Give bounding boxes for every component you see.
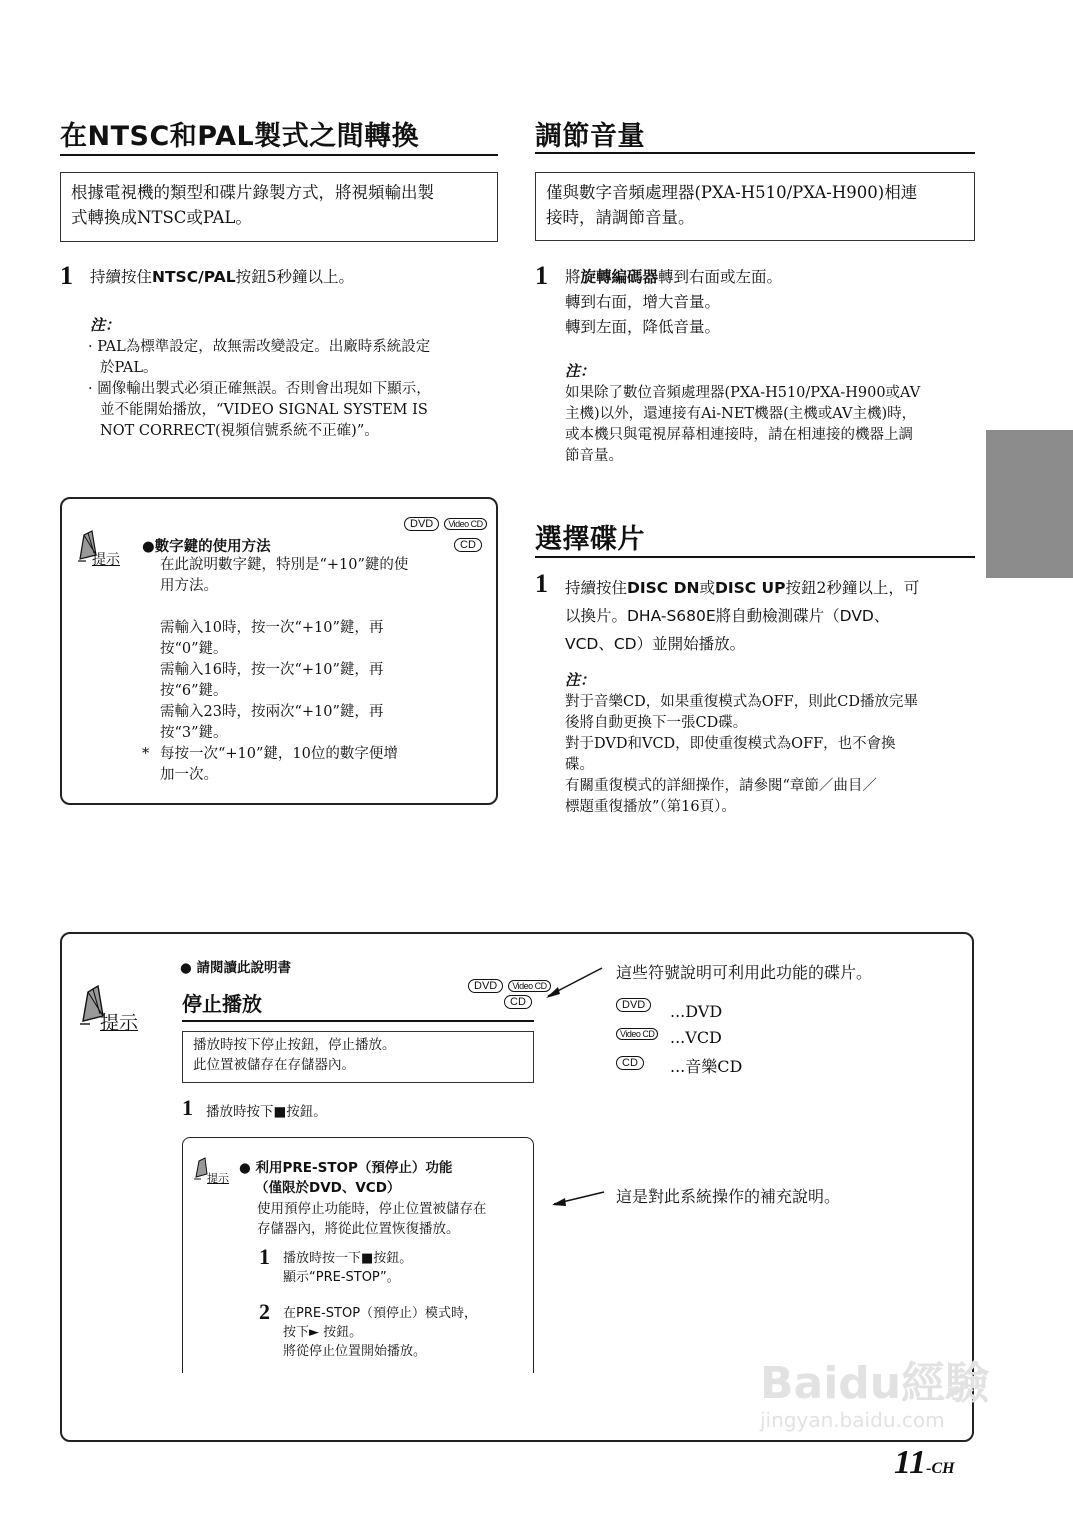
videocd-badge: Video CD (444, 518, 486, 530)
title-rule (60, 154, 498, 156)
section-title-volume: 調節音量 (535, 121, 645, 152)
tip-label: 提示 (207, 1172, 229, 1185)
section-title-ntsc-pal: 在NTSC和PAL製式之間轉換 (60, 121, 420, 152)
intro-box-volume: 僅與數字音頻處理器(PXA-H510/PXA-H900)相連 接時，請調節音量。 (535, 172, 975, 241)
note-list-ntsc: · PAL為標準設定，故無需改變設定。出廠時系統設定 於PAL。 · 圖像輸出製式必須正確無誤。否則會出現如下顯示， 並不能開始播放，“VIDEO SIGNAL SYSTEM IS NOT CORRECT(視頻信號系統不正確)”。 (88, 339, 431, 439)
intro-box-ntsc: 根據電視機的類型和碟片錄製方式，將視頻輸出製 式轉換成NTSC或PAL。 (60, 172, 498, 242)
step-number: 1 (182, 1095, 193, 1120)
cd-badge: CD (504, 995, 532, 1009)
tip-star-note: 每按一次“+10”鍵，10位的數字便增 加一次。 (160, 746, 398, 783)
chapter-tab (986, 430, 1073, 578)
title-rule (535, 556, 975, 558)
sample-tip-box (182, 1137, 534, 1373)
inner-tip-heading: ● 利用PRE-STOP（預停止）功能 （僅限於DVD、VCD） (239, 1160, 453, 1196)
step-text-ntsc: 持續按住NTSC/PAL按鈕5秒鐘以上。 (90, 268, 354, 286)
note-heading: 注： (565, 362, 596, 380)
baidu-watermark: Baidu經驗 jingyan.baidu.com (760, 1358, 990, 1432)
videocd-badge: Video CD (616, 1028, 658, 1040)
step-text-volume: 將旋轉編碼器轉到右面或左面。 轉到右面，增大音量。 轉到左面，降低音量。 (565, 268, 783, 336)
pointer-arrow-icon (548, 1186, 608, 1210)
tip-label: 提示 (92, 552, 120, 568)
dvd-badge: DVD (404, 517, 439, 531)
sample-title: 停止播放 (182, 992, 262, 1016)
note-heading: 注： (565, 671, 596, 689)
note-list-volume: 如果除了數位音頻處理器(PXA-H510/PXA-H900或AV 主機)以外，還連接有Ai-NET機器(主機或AV主機)時， 或本機只與電視屏幕相連接時，請在相連接的機器上調 節音量。 (565, 385, 921, 464)
title-rule (535, 152, 975, 154)
key-ntsc-pal: NTSC/PAL (152, 268, 236, 286)
guide-bullet: ● 請閱讀此說明書 (180, 960, 291, 976)
step-number: 2 (259, 1299, 270, 1324)
inner-step2-text: 在PRE-STOP（預停止）模式時， 按下► 按鈕。 將從停止位置開始播放。 (283, 1306, 478, 1359)
dvd-badge: DVD (616, 998, 651, 1012)
tip-body: 在此說明數字鍵，特別是“+10”鍵的使 用方法。 需輸入10時，按一次“+10”鍵，再 按“0”鍵。 需輸入16時，按一次“+10”鍵，再 按“6”鍵。 需輸入23時，按兩次“+10”鍵，再 按“3”鍵。 (160, 557, 409, 741)
note-heading: 注： (90, 316, 121, 334)
tip-label: 提示 (100, 1012, 139, 1034)
cd-badge: CD (454, 538, 482, 552)
sample-intro-box: 播放時按下停止按鈕，停止播放。 此位置被儲存在存儲器內。 (182, 1031, 534, 1083)
disc-badges (404, 512, 487, 531)
dvd-badge: DVD (468, 979, 503, 993)
cd-badge: CD (616, 1056, 644, 1070)
explain-tip: 這是對此系統操作的補充說明。 (616, 1187, 841, 1206)
tip-star-mark: * (142, 746, 150, 762)
tip-box-number-keys (60, 497, 498, 805)
step-number: 1 (60, 261, 73, 290)
key-disc-dn: DISC DN (627, 579, 700, 597)
note-list-select-disc: 對于音樂CD，如果重復模式為OFF，則此CD播放完畢 後將自動更換下一張CD碟。 對于DVD和VCD，即使重復模式為OFF，也不會換 碟。 有關重復模式的詳細操作，請參閱“章節／曲目／ 標題重復播放”（第16頁）。 (565, 694, 918, 815)
how-to-read-guide: 提示 ● 請閱讀此說明書 DVD Video CD CD 停止播放 播放時按下停止按鈕，停止播放。 此位置被儲存在存儲器內。 1 播放時按下■按鈕。 提示 ● 利用PRE-STOP（預停止）功能 （僅限於DVD、VCD） 使用預停止功能時，停止位置被儲存在 存儲器內，將從此位置恢復播放。 1 播放時按一下■按鈕。 顯示“PRE-STOP”。 2 在PRE-STOP（預停止）模式時， 按下► 按鈕。 將從停止位置開始播放。 這些符號說明可利用此功能的碟片。 DVD ...DVD Video CD ...VCD CD ...音樂CD 這是對此系統操作的補充說明。 (60, 932, 974, 1442)
pointer-arrow-icon (542, 964, 612, 1004)
tip-heading: ●數字鍵的使用方法 (142, 539, 271, 555)
step-number: 1 (259, 1244, 270, 1269)
inner-tip-body: 使用預停止功能時，停止位置被儲存在 存儲器內，將從此位置恢復播放。 (257, 1201, 487, 1237)
title-rule (182, 1020, 534, 1022)
inner-step1-text: 播放時按一下■按鈕。 顯示“PRE-STOP”。 (283, 1251, 413, 1285)
videocd-badge: Video CD (508, 980, 550, 992)
explain-badges: 這些符號說明可利用此功能的碟片。 (616, 963, 873, 982)
page-number: 11-CH (894, 1444, 955, 1481)
step-text-select-disc: 持續按住DISC DN或DISC UP按鈕2秒鐘以上，可 以換片。DHA-S680E將自動檢測碟片（DVD、 VCD、CD）並開始播放。 (565, 579, 920, 653)
step-number: 1 (535, 261, 548, 290)
step-number: 1 (535, 569, 548, 598)
sample-step-text: 播放時按下■按鈕。 (206, 1104, 327, 1120)
key-disc-up: DISC UP (714, 579, 786, 597)
section-title-select-disc: 選擇碟片 (535, 524, 645, 555)
key-rotary-encoder: 旋轉編碼器 (580, 268, 659, 286)
